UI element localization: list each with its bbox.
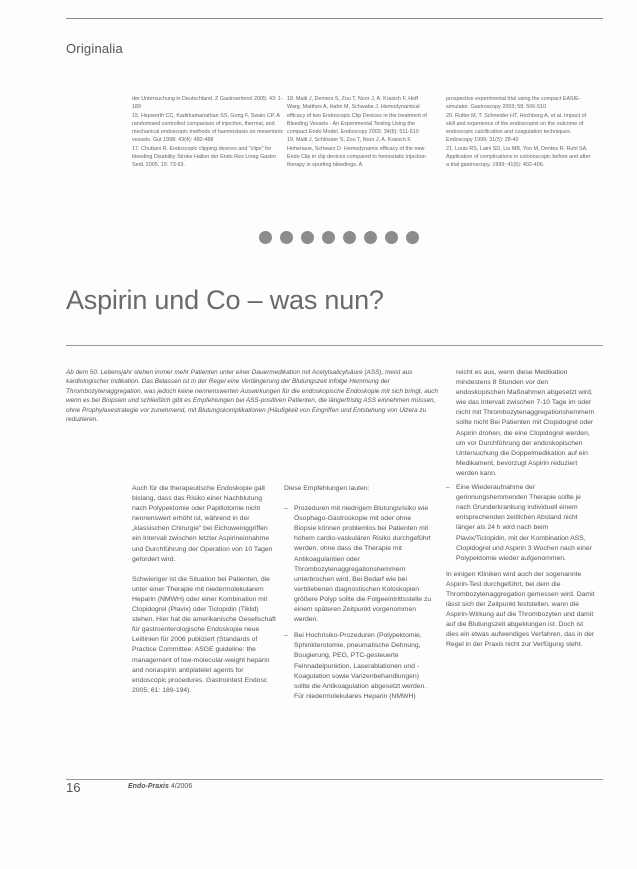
reference-entry: 17. Chuttani R. Endoscopic clipping devices and "clips" for bleeding Disability Stroke Hallen der Endo Res Lineg Gastro Sedl. 2005. 15: 73-93. bbox=[132, 145, 277, 169]
journal-issue: 4/2006 bbox=[170, 783, 193, 790]
divider-dot bbox=[301, 231, 314, 244]
body-paragraph: In einigen Kliniken wird auch der sogenannte Aspirin-Test durchgeführt, bei dem die Thrombozytenaggregation gemessen wird. Damit lässt sich der Zeitpunkt feststellen, wann die Aspirin-Wirkung auf die Thrombozyten und damit auf die Blutungszeit abgeklungen ist. Doch ist dies ein etwas aufwendiges Verfahren, das in der Regel in der Praxis nicht zur Verfügung steht. bbox=[446, 570, 595, 649]
section-divider-dots bbox=[259, 231, 419, 244]
list-item-text: Prozeduren mit niedrigem Blutungsrisiko wie Ösophago-Gastroskopie mit oder ohne Biopsie können problemlos bei Patienten mit hohem cardio-vaskulären Risiko durchgeführt werden, ohne dass die Therapie mit Antikoagulantien oder Thrombozytenaggregationshemmern unterbrochen wird. Bei Bedarf wie bei verbliebenen diagnostischen Koloskopien größere Polyp sollte die Folgeeintrittsstelle zu einem späteren Zeitpunkt vorgenommen werden. bbox=[294, 505, 432, 624]
list-item-text: Eine Wiederaufnahme der gerinnungshemmenden Therapie sollte je nach Grunderkrankung individuell einem entsprechenden zeitlichen Abstand nicht länger als 24 h wird nach beim Plavix/Ticlopidin, mit der Kombination ASS, Clopidogrel und Aspirin 3 Wochen nach einer Polypektomie wieder aufgenommen. bbox=[456, 484, 592, 562]
body-column-3 bbox=[446, 368, 596, 661]
divider-dot bbox=[280, 231, 293, 244]
references-column-1 bbox=[132, 95, 284, 170]
bullet-dash: – bbox=[446, 484, 450, 492]
divider-dot bbox=[364, 231, 377, 244]
list-item bbox=[446, 483, 596, 564]
reference-entry: 18. Maiti J, Demers S, Zou T, Noor J, A. Kraisch F, Hoff Warg, Matthes A, Hahn M, Schwabe J. Hemodynamical efficacy of two Endoscopic Clip Devices in the treatment of Bleeding Vessels - An Experimental Testing Using the compact Endo Model. Endoscopy 2002; 34(6): 511-510 bbox=[287, 96, 427, 136]
reference-entry: 20. Rutter M, T. Schneider HT, Hochberg A, et al. Impact of skill and experience of the endoscopist on the outcome of endoscopic calcification and coagulation techniques. Endoscopy 1999; 31(5): 28-40 bbox=[446, 112, 587, 144]
top-rule bbox=[66, 18, 603, 19]
article-title: Aspirin und Co – was nun? bbox=[66, 285, 384, 315]
title-rule bbox=[66, 345, 603, 346]
reference-entry: prospective experimental trial using the compact EASIE-simulator. Gastroscopy 2003; 58: 506-510 bbox=[446, 96, 581, 111]
references-column-3 bbox=[446, 95, 594, 170]
section-label: Originalia bbox=[66, 41, 123, 56]
body-paragraph: Diese Empfehlungen lauten: bbox=[284, 485, 370, 492]
article-lead: Ab dem 50. Lebensjahr stehen immer mehr Patienten unter einer Dauermedikation mit Acetylsalicylsäure (ASS), meist aus kardiologischer Indikation. Das Belassen ist in der Regel eine Verlängerung der Blutungszeit infolge Hemmung der Thrombozytenaggregation, was jedoch keine nennenswerten Auswirkungen für die endoskopische Endoskopie mit sich bringt, auch wenn es bei Biopsien und schließlich gibt es Empfehlungen bei ASS-positiven Patienten, die längerfristig ASS einnehmen müssen, ohne Prophylaxestrategie vor zunehmend, mit Blutungskomplikationen (Häufigkeit von Eingriffen und Entstehung von Ulzera zu reduzieren. bbox=[66, 369, 439, 424]
divider-dot bbox=[385, 231, 398, 244]
list-item bbox=[284, 504, 432, 625]
divider-dot bbox=[343, 231, 356, 244]
page-number: 16 bbox=[66, 780, 81, 795]
reference-entry: 19. Maiti J, Schlösser S, Zou T, Noor J, A. Kraisch F, Hohenaue, Schwarz D. Hemodynamic efficacy of the new Endo Clip in clip devices compared to hemostatic injection therapy in spurting bleedings. A bbox=[287, 137, 426, 169]
journal-name: Endo-Praxis bbox=[128, 783, 169, 790]
list-item bbox=[284, 631, 432, 702]
list-item-text: Bei Hochrisiko-Prozeduren (Polypektomie, Sphinkterotomie, pneumatische Dehnung, Bougierung, PEG, PTC-gesteuerte Feinnadelpunktion, Laserablationen und -Koagulation sowie Varizenbehandlungen) sollte die Antikoagulation abgesetzt werden. Für niedermolekulares Heparin (NMWH) bbox=[294, 632, 427, 700]
reference-entry: der Untersuchung in Deutschland. Z Gastroenterol 2005; 43: 1-189 bbox=[132, 96, 283, 111]
bullet-dash: – bbox=[284, 632, 288, 640]
footer-rule bbox=[66, 779, 603, 780]
body-column-2 bbox=[284, 484, 432, 708]
journal-info bbox=[128, 783, 192, 790]
body-paragraph: Schwieriger ist die Situation bei Patienten, die unter einer Therapie mit niedermolekularem Heparin (NMWH) oder einer Kombination mit Clopidogrel (Plavix) oder Ticlopidin (Tiklid) stehen. Hier hat die amerikanische Gesellschaft für gastroenterologische Endoskopie neue Leitlinien für 2006 publiziert (Standards of Practice Committee: ASGE guideline: the management of low-molecular-weight heparin and nonaspirin antiplatelet agents for endoscopic procedures. Gastrointest Endosc 2005; 61: 189-194). bbox=[132, 575, 276, 694]
divider-dot bbox=[322, 231, 335, 244]
divider-dot bbox=[406, 231, 419, 244]
body-paragraph: reicht es aus, wenn diese Medikation mindestens 8 Stunden vor den endoskopischen Maßnahmen abgesetzt wird, wie das Intervall zwischen 7-10 Tage im oder nicht mit Thrombozytenaggregationshemmern sollte nicht Bei Patienten mit Clopidogrel oder Aspirin drohen, die eine Clopidogrel werden, um vor Durchführung der endoskopischen Untersuchung die Doppelmedikation auf ein Medikament, bevorzugt Aspirin reduziert werden kann. bbox=[456, 369, 595, 477]
bullet-dash: – bbox=[284, 505, 288, 513]
references-column-2 bbox=[287, 95, 433, 170]
body-paragraph: Auch für die therapeutische Endoskopie galt bislang, dass das Risiko einer Nachblutung nach Polypektomie oder Papillotomie nicht nennenswert erhöht ist, während in der „klassischen Chirurgie" bei Eichoweinggriffen ein Intervall zwischen letzter Aspirineinnahme und Durchführung der Operation von 10 Tagen gefordert wird. bbox=[132, 485, 273, 563]
body-column-1 bbox=[132, 484, 277, 706]
reference-entry: 15. Hepworth CC, Kadirkamanathan SS, Gong F, Swain CP. A randomised controlled comparison of injection, thermal, and mechanical endoscopic methods of haemostasis on mesenteric vessels. Gut 1998; 43(4): 482-488 bbox=[132, 112, 284, 144]
divider-dot bbox=[259, 231, 272, 244]
reference-entry: 21. Louis RS, Laini SD, Liu MB, Yoo M, Dentes R, Ruhl SA. Application of complications in colonoscopic before and after a trial gastroscopy. 1999; 41(5): 402-406. bbox=[446, 145, 591, 169]
